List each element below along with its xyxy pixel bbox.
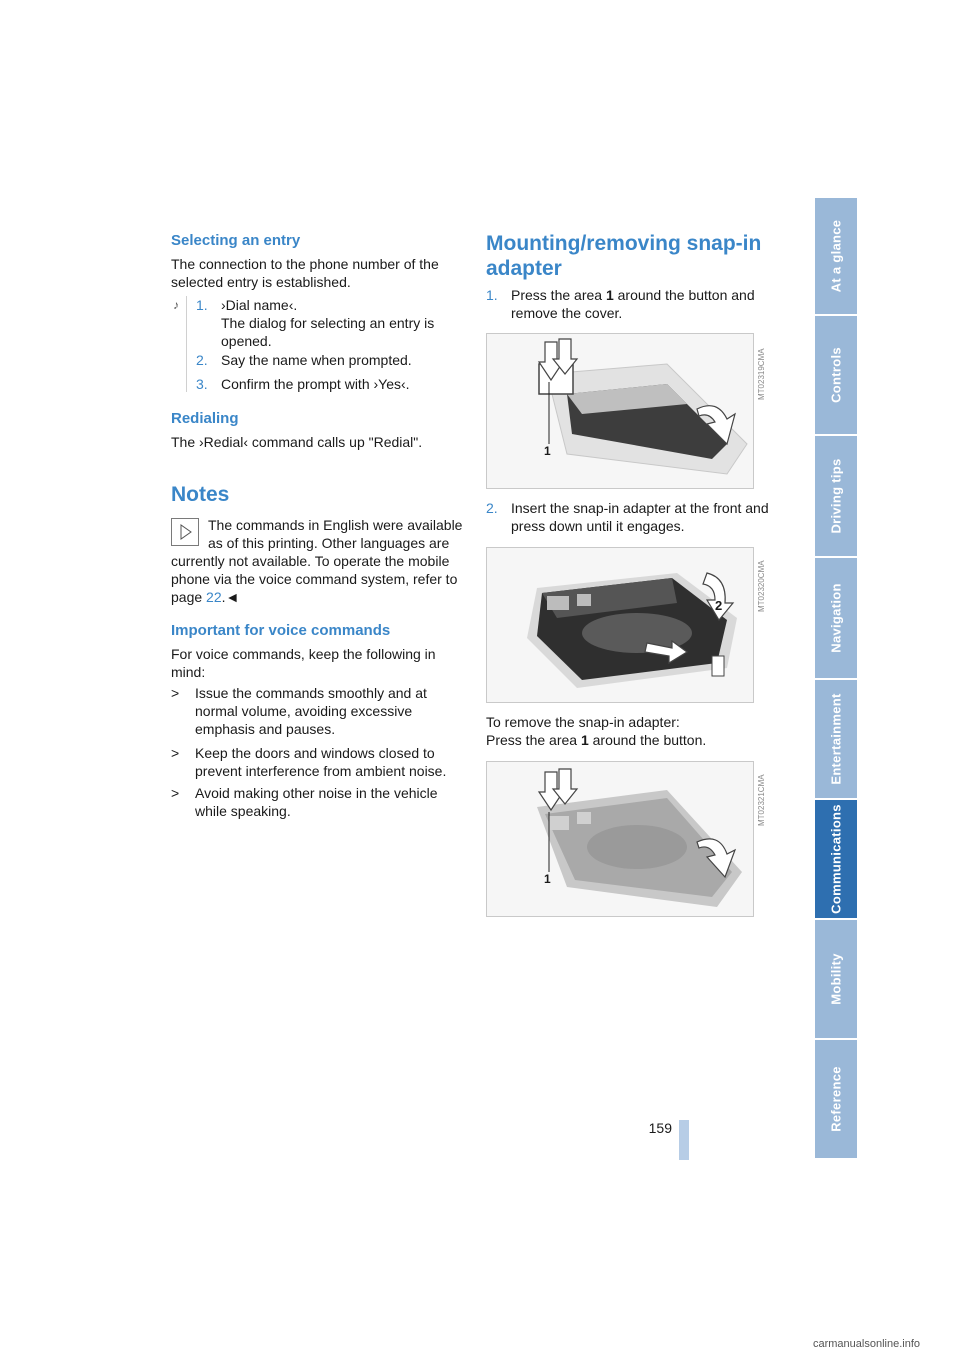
bullet-3: > Avoid making other noise in the vehicle while speaking. bbox=[171, 785, 438, 819]
figure-3-label: 1 bbox=[544, 872, 551, 886]
important-heading: Important for voice commands bbox=[171, 622, 391, 639]
tab-communications[interactable]: Communications bbox=[815, 800, 857, 920]
tab-entertainment[interactable]: Entertainment bbox=[815, 680, 857, 800]
figure-insert-adapter bbox=[486, 547, 754, 703]
selecting-text: The connection to the phone number of the selected entry is established. bbox=[171, 256, 439, 290]
page-number: 159 bbox=[648, 1120, 672, 1136]
voice-icon: ♪ bbox=[173, 298, 179, 312]
tab-driving-tips[interactable]: Driving tips bbox=[815, 436, 857, 558]
notes-heading: Notes bbox=[171, 483, 230, 506]
figure-1-code: MT02319CMA bbox=[757, 348, 766, 400]
figure-remove-cover bbox=[486, 333, 754, 489]
mounting-heading: Mounting/removing snap-in adapter bbox=[486, 232, 762, 280]
important-intro: For voice commands, keep the following in mind: bbox=[171, 646, 436, 680]
page-number-bar bbox=[679, 1120, 689, 1160]
mount-step-2: 2. Insert the snap-in adapter at the front and press down until it engages. bbox=[486, 500, 769, 534]
remove-title: To remove the snap-in adapter: bbox=[486, 714, 680, 730]
bullet-1: > Issue the commands smoothly and at normal volume, avoiding excessive emphasis and pauses. bbox=[171, 685, 427, 737]
mount-step-1: 1. Press the area 1 around the button and remove the cover. bbox=[486, 287, 755, 321]
notes-line-2: as of this printing. Other languages are bbox=[208, 535, 450, 551]
figure-remove-adapter bbox=[486, 761, 754, 917]
select-step-1: 1. ›Dial name‹. The dialog for selecting an entry is opened. bbox=[196, 297, 435, 349]
figure-2-code: MT02320CMA bbox=[757, 560, 766, 612]
figure-3-code: MT02321CMA bbox=[757, 774, 766, 826]
select-step-3: 3. Confirm the prompt with ›Yes‹. bbox=[196, 376, 410, 392]
notes-page-ref: page 22.◄ bbox=[171, 589, 240, 605]
redialing-text: The ›Redial‹ command calls up "Redial". bbox=[171, 434, 423, 450]
step-divider bbox=[186, 296, 187, 392]
tab-reference[interactable]: Reference bbox=[815, 1040, 857, 1160]
tab-navigation[interactable]: Navigation bbox=[815, 558, 857, 680]
figure-1-label: 1 bbox=[544, 444, 551, 458]
tab-at-a-glance[interactable]: At a glance bbox=[815, 198, 857, 316]
bullet-2: > Keep the doors and windows closed to prevent interference from ambient noise. bbox=[171, 745, 447, 779]
select-step-2: 2. Say the name when prompted. bbox=[196, 352, 412, 368]
note-icon bbox=[171, 518, 199, 546]
footer-watermark: carmanualsonline.info bbox=[812, 1338, 920, 1350]
notes-text: currently not available. To operate the mobile phone via the voice command system, refer to bbox=[171, 553, 458, 587]
tab-mobility[interactable]: Mobility bbox=[815, 920, 857, 1040]
redialing-heading: Redialing bbox=[171, 410, 239, 427]
selecting-heading: Selecting an entry bbox=[171, 232, 301, 249]
page-link[interactable]: 22 bbox=[206, 589, 222, 605]
tab-controls[interactable]: Controls bbox=[815, 316, 857, 436]
remove-text: Press the area 1 around the button. bbox=[486, 732, 707, 748]
notes-line-1: The commands in English were available bbox=[208, 517, 463, 533]
figure-2-label: 2 bbox=[715, 598, 723, 613]
